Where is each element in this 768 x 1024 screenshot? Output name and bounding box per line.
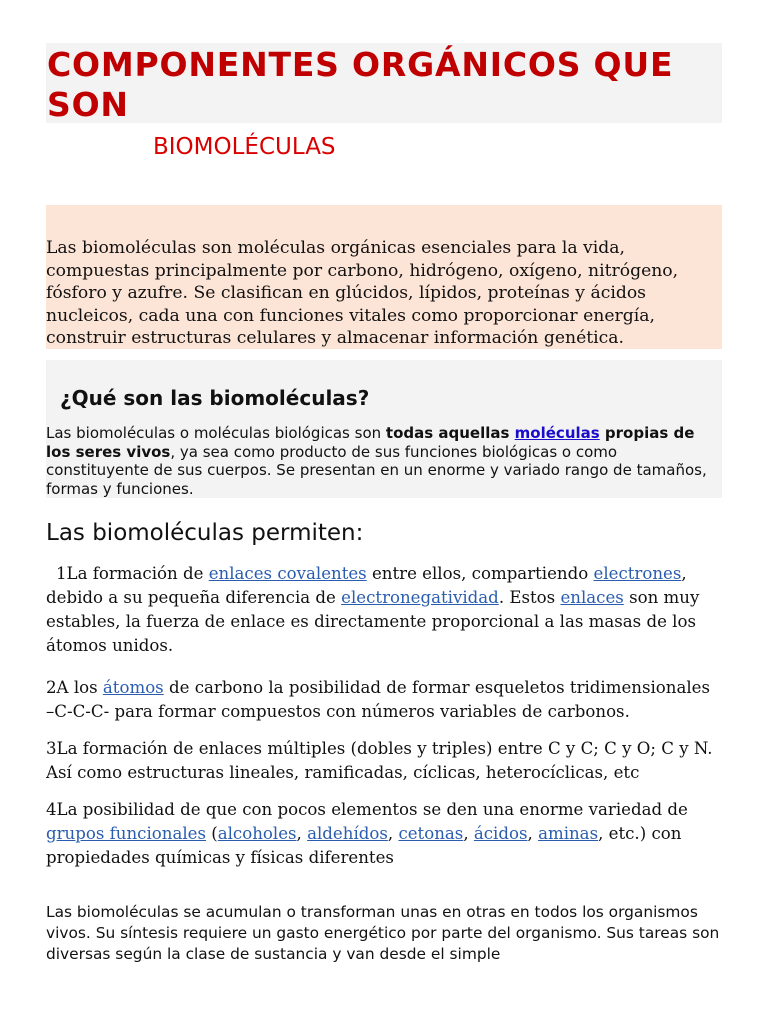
list-item-4 [46, 798, 722, 870]
enlaces-link[interactable]: enlaces [560, 588, 624, 607]
aminas-link[interactable]: aminas [538, 824, 599, 843]
enlaces-covalentes-link[interactable]: enlaces covalentes [208, 564, 367, 583]
atomos-link[interactable]: átomos [102, 678, 164, 697]
page-subtitle: BIOMOLÉCULAS [153, 134, 336, 160]
intro-panel [46, 205, 722, 349]
item1-text: 1La formación de [56, 564, 209, 583]
item1-text: entre ellos, compartiendo [366, 564, 594, 583]
definition-text-end: , ya sea como producto de sus funciones biológicas o como constituyente de sus cuerpos. Se presentan en un enorme y variado rango de tamaños, formas y funciones. [46, 442, 707, 498]
intro-paragraph: Las biomoléculas son moléculas orgánicas esenciales para la vida, compuestas principalmente por carbono, hidrógeno, oxígeno, nitrógeno, fósforo y azufre. Se clasifican en glúcidos, lípidos, proteínas y ácidos nucleicos, cada una con funciones vitales como proporcionar energía, construir estructuras celulares y almacenar información genética. [46, 238, 679, 348]
item1-text: . Estos [498, 588, 561, 607]
item4-separator: , [527, 824, 539, 843]
electrones-link[interactable]: electrones [593, 564, 682, 583]
grupos-funcionales-link[interactable]: grupos funcionales [46, 824, 206, 843]
permiten-heading: Las biomoléculas permiten: [46, 520, 364, 546]
item1-text: , debido a su pequeña diferencia de [46, 564, 687, 607]
definition-bold-start: todas aquellas [385, 424, 515, 442]
item4-text: , etc.) con propiedades químicas y físicas diferentes [46, 824, 682, 867]
definition-panel [46, 360, 722, 498]
item4-separator: , [387, 824, 399, 843]
item1-text: son muy estables, la fuerza de enlace es directamente proporcional a las masas de los átomos unidos. [46, 588, 700, 655]
item2-text: 2A los [46, 678, 103, 697]
item4-text: ( [205, 824, 218, 843]
definition-heading: ¿Qué son las biomoléculas? [60, 386, 370, 410]
moleculas-link[interactable]: moléculas [514, 424, 600, 442]
item3-text: 3La formación de enlaces múltiples (dobles y triples) entre C y C; C y O; C y N. Así como estructuras lineales, ramificadas, cíclicas, heterocíclicas, etc [46, 739, 713, 782]
cetonas-link[interactable]: cetonas [398, 824, 464, 843]
title-banner [46, 43, 722, 123]
list-item-3 [46, 737, 722, 785]
definition-text-start: Las biomoléculas o moléculas biológicas son [46, 424, 386, 442]
page-title: COMPONENTES ORGÁNICOS QUE SON [47, 45, 674, 124]
acidos-link[interactable]: ácidos [473, 824, 528, 843]
list-item-2 [46, 676, 722, 724]
item2-text: de carbono la posibilidad de formar esqueletos tridimensionales –C-C-C- para formar compuestos con números variables de carbonos. [46, 678, 711, 721]
closing-paragraph: Las biomoléculas se acumulan o transforman unas en otras en todos los organismos vivos. Su síntesis requiere un gasto energético por parte del organismo. Sus tareas son diversas según la clase de sustancia y van desde el simple [46, 903, 720, 963]
definition-bold-end: propias de los seres vivos [46, 424, 695, 461]
item4-separator: , [463, 824, 474, 843]
list-item-1 [46, 562, 722, 658]
electronegatividad-link[interactable]: electronegatividad [341, 588, 499, 607]
definition-paragraph [46, 424, 722, 498]
alcoholes-link[interactable]: alcoholes [217, 824, 297, 843]
item4-separator: , [296, 824, 308, 843]
item4-text: 4La posibilidad de que con pocos elementos se den una enorme variedad de [46, 800, 688, 819]
aldehidos-link[interactable]: aldehídos [307, 824, 388, 843]
